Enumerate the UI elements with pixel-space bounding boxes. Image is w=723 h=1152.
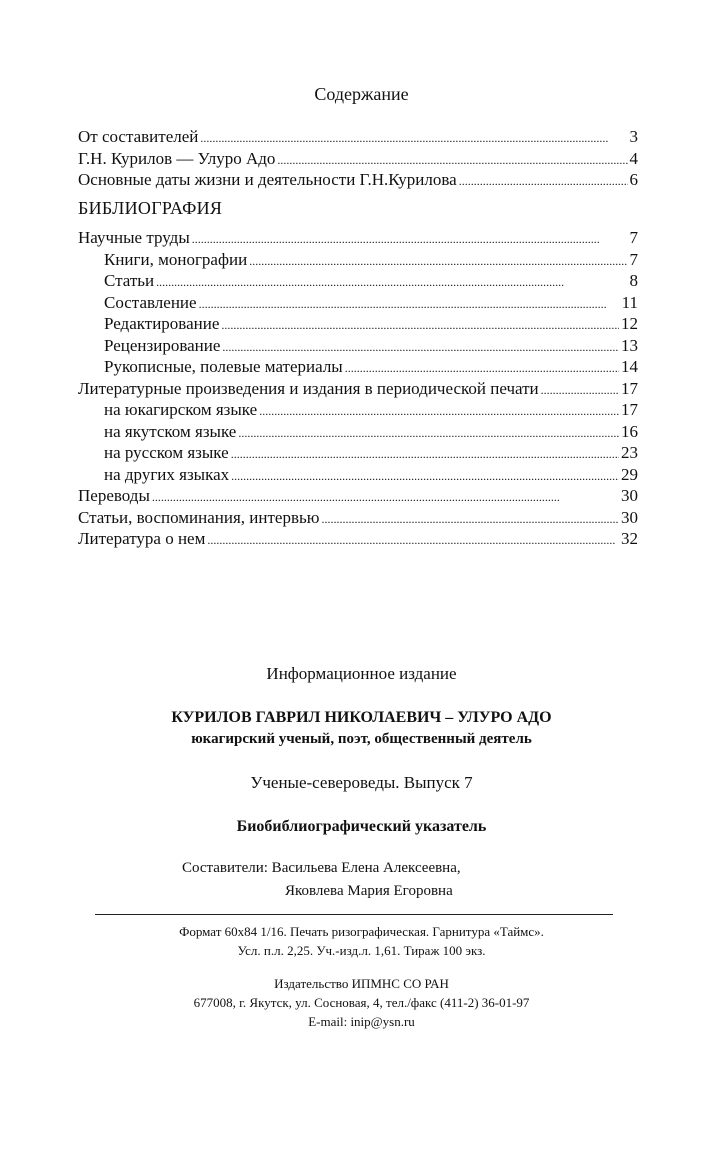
toc-entry	[104, 249, 638, 271]
toc-entry	[104, 313, 638, 335]
dot-leader	[231, 465, 619, 487]
publisher-address: 677008, г. Якутск, ул. Сосновая, 4, тел./факс (411-2) 36-01-97	[193, 995, 530, 1010]
dot-leader	[207, 529, 619, 551]
toc-entry	[78, 485, 638, 507]
toc-entry	[78, 148, 638, 170]
format-line-2: Усл. п.л. 2,25. Уч.-изд.л. 1,61. Тираж 100 экз.	[237, 943, 486, 958]
dot-leader	[192, 228, 628, 250]
toc-entry-page: 13	[621, 335, 638, 355]
toc-entry	[104, 442, 638, 464]
dot-leader	[277, 149, 627, 171]
toc-entry-page: 30	[621, 486, 638, 505]
toc-entry-page: 29	[621, 464, 638, 484]
toc-entry	[104, 421, 638, 443]
toc-entry-label: Редактирование	[104, 314, 220, 333]
toc-entry-label: Основные даты жизни и деятельности Г.Н.Курилова	[78, 170, 457, 189]
toc-entry-page: 7	[629, 249, 638, 269]
toc-entry-label: Статьи, воспоминания, интервью	[78, 507, 320, 527]
dot-leader	[231, 443, 619, 465]
toc-entry-page: 16	[621, 421, 638, 441]
dot-leader	[321, 508, 619, 530]
toc-entry	[104, 292, 638, 314]
toc-entry-label: Составление	[104, 292, 197, 312]
dot-leader	[459, 170, 628, 192]
toc-entry-label: Книги, монографии	[104, 249, 248, 269]
toc-entry-label: Статьи	[104, 271, 155, 290]
book-kind: Биобиблиографический указатель	[236, 818, 487, 835]
toc-entry-page: 32	[621, 529, 638, 548]
toc-entry-page: 30	[621, 507, 638, 527]
toc-entry	[78, 126, 638, 148]
dot-leader	[222, 336, 619, 358]
toc-entry-label: Литература о нем	[78, 529, 206, 548]
dot-leader	[345, 357, 619, 379]
dot-leader	[156, 271, 627, 293]
toc-entry-label: на других языках	[104, 464, 230, 484]
toc-entry-label: на юкагирском языке	[104, 400, 258, 419]
dot-leader	[199, 293, 620, 315]
toc-entry-page: 8	[629, 271, 638, 290]
dot-leader	[249, 250, 627, 272]
publisher-email: E-mail: inip@ysn.ru	[308, 1014, 415, 1029]
toc-entry-page: 3	[629, 127, 638, 146]
toc-entry-page: 4	[629, 148, 638, 168]
toc-entry-page: 23	[621, 443, 638, 462]
toc-entry	[104, 270, 638, 292]
series: Ученые-североведы. Выпуск 7	[250, 773, 473, 792]
toc-entry-page: 14	[621, 357, 638, 376]
dot-leader	[238, 422, 619, 444]
toc-entry-label: Переводы	[78, 486, 150, 505]
toc-entry-label: Рецензирование	[104, 335, 221, 355]
toc-entry	[78, 169, 638, 191]
dot-leader	[221, 314, 619, 336]
divider	[95, 914, 613, 915]
toc-entry-label: Рукописные, полевые материалы	[104, 357, 343, 376]
toc-entry	[104, 464, 638, 486]
publication-type: Информационное издание	[266, 664, 457, 683]
toc-entry-page: 6	[629, 170, 638, 189]
compilers-line-2: Яковлева Мария Егоровна	[285, 883, 453, 899]
toc-entry	[104, 335, 638, 357]
toc-entry-label: Г.Н. Курилов — Улуро Адо	[78, 148, 276, 168]
format-line-1: Формат 60x84 1/16. Печать ризографическая. Гарнитура «Таймс».	[179, 924, 544, 939]
dot-leader	[259, 400, 619, 422]
dot-leader	[200, 127, 627, 149]
toc-entry-page: 12	[621, 314, 638, 333]
toc-entry	[104, 356, 638, 378]
compilers-line-1: Составители: Васильева Елена Алексеевна,	[182, 860, 461, 876]
toc-entry-page: 17	[621, 378, 638, 398]
toc-entry	[78, 378, 638, 400]
toc-entry-label: на русском языке	[104, 443, 229, 462]
toc-entry	[78, 528, 638, 550]
toc-entry-label: Литературные произведения и издания в периодической печати	[78, 378, 539, 398]
section-heading: БИБЛИОГРАФИЯ	[78, 198, 223, 218]
toc-entry-page: 11	[621, 292, 638, 312]
toc-title: Содержание	[314, 84, 409, 104]
toc-entry-page: 7	[629, 228, 638, 247]
publisher: Издательство ИПМНС СО РАН	[274, 976, 449, 991]
toc-entry	[104, 399, 638, 421]
book-title: КУРИЛОВ ГАВРИЛ НИКОЛАЕВИЧ – УЛУРО АДО	[171, 709, 552, 726]
book-subtitle: юкагирский ученый, поэт, общественный деятель	[191, 731, 532, 747]
toc-entry-page: 17	[621, 400, 638, 419]
dot-leader	[541, 379, 619, 401]
toc-entry	[78, 227, 638, 249]
toc-entry-label: От составителей	[78, 127, 199, 146]
toc-entry	[78, 507, 638, 529]
toc-entry-label: на якутском языке	[104, 421, 237, 441]
toc-entry-label: Научные труды	[78, 228, 190, 247]
dot-leader	[152, 486, 619, 508]
